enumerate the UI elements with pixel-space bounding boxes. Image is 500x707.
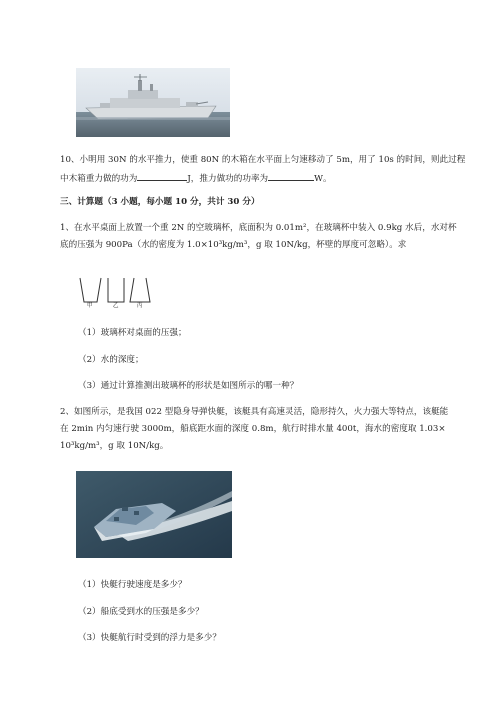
cup-label-jia: 甲 <box>87 303 93 309</box>
q10-line2 <box>60 171 332 186</box>
p2-line3: 10³kg/m³，g 取 10N/kg。 <box>60 441 169 451</box>
cup-label-bing: 丙 <box>137 303 143 309</box>
p1-sub3: （3）通过计算推测出玻璃杯的形状是如图所示的哪一种？ <box>78 381 299 391</box>
cup-shape-jia <box>80 278 101 302</box>
p1-line1: 1、在水平桌面上放置一个重 2N 的空玻璃杯，底面积为 0.01m²，在玻璃杯中装入 0.9kg 水后，水对杯 <box>60 223 457 233</box>
p2-line2: 在 2min 内匀速行驶 3000m，船底距水面的深度 0.8m，航行时排水量 400t，海水的密度取 1.03× <box>60 424 446 434</box>
q10-line1: 10、小明用 30N 的水平推力，使重 80N 的木箱在水平面上匀速移动了 5m，用了 10s 的时间，则此过程 <box>60 155 466 165</box>
p2-line1: 2、如图所示，是我国 022 型隐身导弹快艇，该艇具有高速灵活，隐形持久，火力强大等特点，该艇能 <box>60 407 449 417</box>
q10-text-a: 中木箱重力做的功为 <box>60 174 138 184</box>
cup-shape-yi <box>108 278 124 302</box>
p1-line2: 底的压强为 900Pa（水的密度为 1.0×10³kg/m³，g 取 10N/kg，杯壁的厚度可忽略）。求 <box>60 240 407 250</box>
q10-text-c: W。 <box>314 174 332 184</box>
warship-photo <box>76 68 230 137</box>
speedboat-photo <box>76 471 232 558</box>
answer-blank-1[interactable] <box>137 171 187 181</box>
cup-shapes-diagram <box>78 276 158 312</box>
p1-sub2: （2）水的深度； <box>78 355 144 365</box>
cup-shape-bing <box>130 278 150 302</box>
p1-sub1: （1）玻璃杯对桌面的压强； <box>78 328 187 338</box>
q10-text-b: J，推力做功的功率为 <box>187 174 269 184</box>
section-title: 三、计算题（3 小题，每小题 10 分，共计 30 分） <box>60 197 260 207</box>
p2-sub2: （2）船底受到水的压强是多少？ <box>78 607 204 617</box>
answer-blank-2[interactable] <box>268 171 314 181</box>
cup-label-yi: 乙 <box>113 303 119 309</box>
p2-sub1: （1）快艇行驶速度是多少？ <box>78 580 187 590</box>
p2-sub3: （3）快艇航行时受到的浮力是多少？ <box>78 633 221 643</box>
